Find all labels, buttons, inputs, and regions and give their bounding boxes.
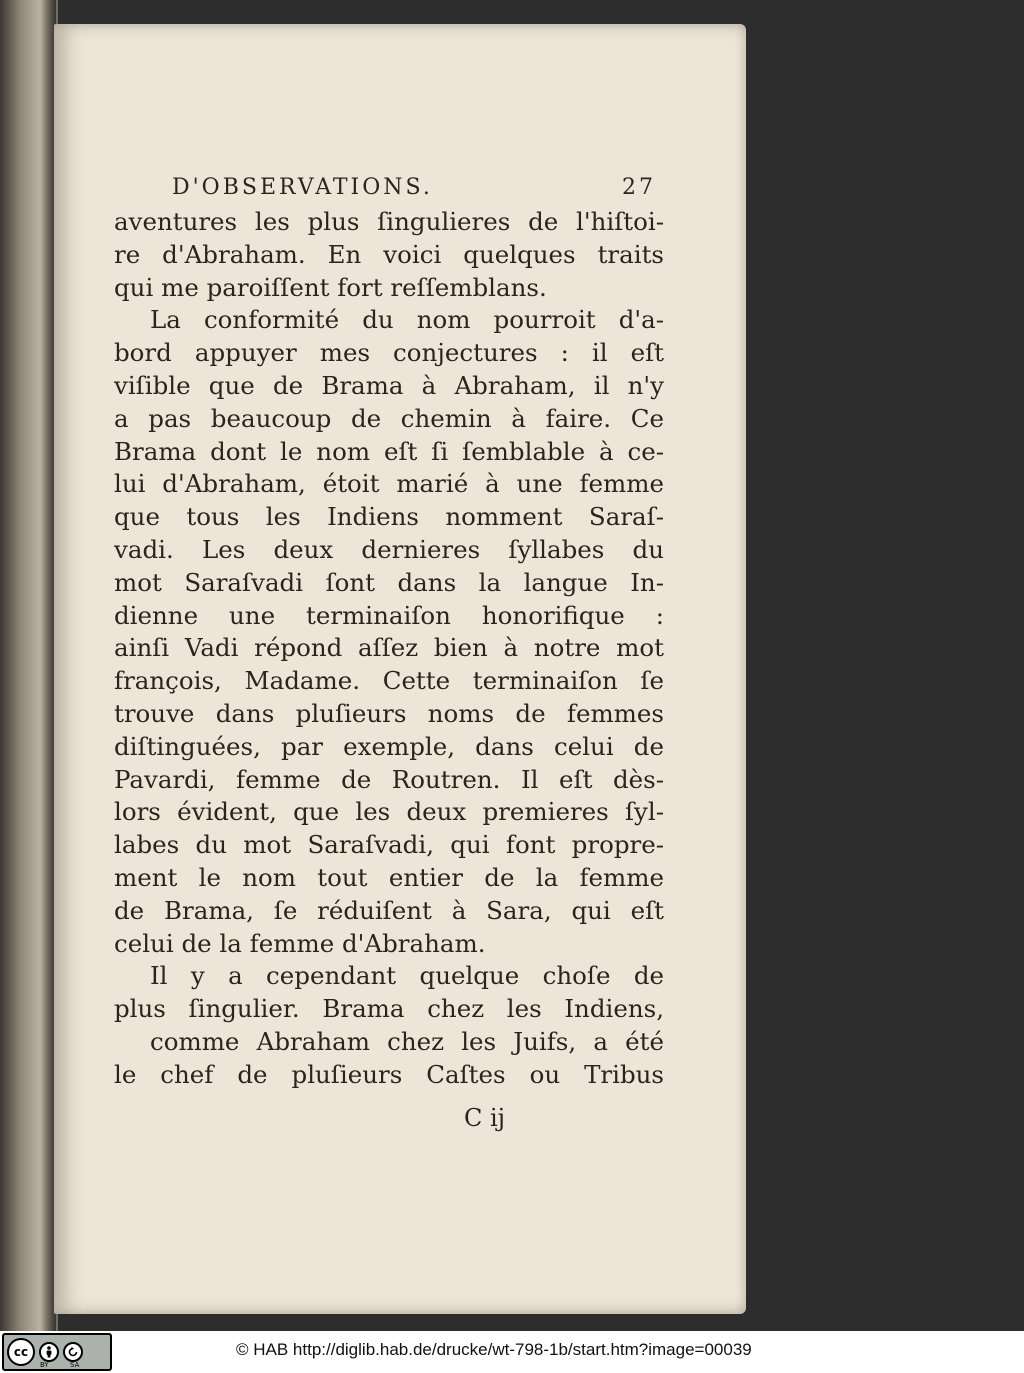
text-line: viſible que de Brama à Abraham, il n'y — [114, 370, 664, 400]
text-line: aventures les plus ſingulieres de l'hiſtoi- — [114, 207, 664, 236]
page — [54, 24, 746, 1314]
text-line: La conformité du nom pourroit d'a- — [150, 305, 664, 335]
text-line: le chef de pluſieurs Caſtes ou Tribus — [114, 1059, 664, 1089]
cc-icon: cc — [7, 1338, 35, 1366]
text-line: Brama dont le nom eſt ſi ſemblable à ce- — [114, 436, 664, 466]
person-icon — [44, 1346, 54, 1358]
text-line: bord appuyer mes conjectures : il eſt — [114, 338, 664, 368]
text-line: labes du mot Saraſvadi, qui font propre- — [114, 830, 664, 860]
text-line: vadi. Les deux dernieres ſyllabes du — [114, 534, 664, 564]
text-line: qui me paroiſſent fort reſſemblans. — [114, 272, 547, 302]
text-line: que tous les Indiens nomment Saraſ- — [114, 502, 664, 532]
cc-license-badge[interactable] — [2, 1333, 112, 1371]
text-line: Il y a cependant quelque choſe de — [150, 961, 664, 991]
running-head — [114, 172, 664, 206]
text-line: lui d'Abraham, étoit marié à une femme — [114, 469, 664, 499]
text-line: celui de la femme d'Abraham. — [114, 928, 486, 958]
sa-label: SA — [70, 1361, 80, 1369]
sa-icon — [63, 1342, 83, 1362]
text-line: diſtinguées, par exemple, dans celui de — [114, 731, 664, 761]
text-block — [114, 172, 664, 1092]
text-line: trouve dans pluſieurs noms de femmes — [114, 698, 664, 728]
text-line: mot Saraſvadi ſont dans la langue In- — [114, 567, 664, 597]
text-line: ment le nom tout entier de la femme — [114, 862, 664, 892]
text-line: plus ſingulier. Brama chez les Indiens, — [114, 994, 664, 1024]
text-line: de Brama, ſe réduiſent à Sara, qui eſt — [114, 895, 664, 925]
page-number: 27 — [622, 175, 656, 200]
attribution-link[interactable]: © HAB http://diglib.hab.de/drucke/wt-798-1b/start.htm?image=00039 — [236, 1340, 752, 1359]
signature-mark: C ij — [464, 1104, 506, 1132]
text-line: lors évident, que les deux premieres ſyl- — [114, 797, 664, 827]
footer-bar — [0, 1331, 1024, 1373]
text-line: comme Abraham chez les Juifs, a été — [150, 1026, 664, 1056]
text-line: ainſi Vadi répond aſſez bien à notre mot — [114, 633, 664, 663]
text-line: re d'Abraham. En voici quelques traits — [114, 239, 664, 269]
running-head-title: D'OBSERVATIONS. — [172, 175, 433, 200]
text-line: dienne une terminaiſon honorifique : — [114, 600, 664, 630]
by-icon — [39, 1342, 59, 1362]
text-line: françois, Madame. Cette terminaiſon ſe — [114, 666, 664, 696]
by-label: BY — [40, 1361, 49, 1369]
text-line: a pas beaucoup de chemin à faire. Ce — [114, 403, 664, 433]
share-alike-icon — [67, 1346, 79, 1358]
text-line: Pavardi, femme de Routren. Il eſt dès- — [114, 764, 664, 794]
